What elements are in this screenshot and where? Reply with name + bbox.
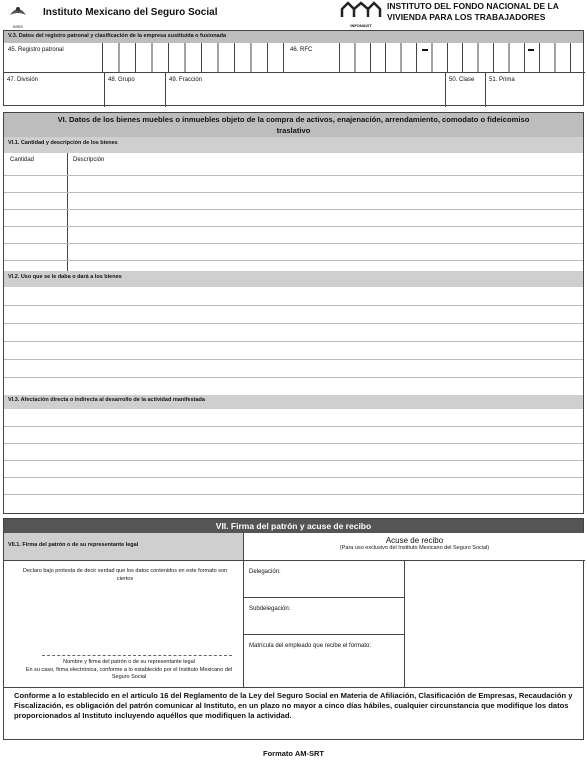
acuse-header <box>244 533 585 561</box>
acuse-recibo-box <box>244 533 585 687</box>
section-vii <box>3 518 584 740</box>
subsection-vi1-title: VI.1. Cantidad y descripción de los bienes <box>4 137 583 153</box>
registro-patronal-field[interactable]: 45. Registro patronal <box>4 43 284 73</box>
col-cantidad-header: Cantidad <box>10 157 35 163</box>
rfc-field[interactable]: 46. RFC <box>284 43 585 73</box>
subsection-vi3-title: VI.3. Afectación directa o indirecta al desarrollo de la actividad manifestada <box>4 395 583 409</box>
subdelegacion-field[interactable]: Subdelegación: <box>244 598 405 635</box>
declaration-text: Declaro bajo protesta de decir verdad que los datos contenidos en este formato son ciertos <box>22 568 228 582</box>
section-v3-title: V.3. Datos del registro patronal y clasificación de la empresa sustituida o fusionada <box>4 31 583 43</box>
grupo-field[interactable]: 48. Grupo <box>105 73 166 107</box>
subsection-vii1-title: VII.1. Firma del patrón o de su representante legal <box>4 533 243 561</box>
infonavit-title: INSTITUTO DEL FONDO NACIONAL DE LA VIVIENDA PARA LOS TRABAJADORES <box>387 1 559 22</box>
signature-label: Nombre y firma del patrón o de su representante legal <box>63 659 195 665</box>
delegacion-field[interactable]: Delegación: <box>244 561 405 598</box>
uso-bienes-area[interactable] <box>4 287 583 395</box>
section-vi-title: VI. Datos de los bienes muebles o inmuebles objeto de la compra de activos, enajenación, arrendamiento, comodato o fideicomiso traslativo <box>4 113 583 137</box>
firma-patron-box <box>4 533 244 687</box>
afectacion-area[interactable] <box>4 409 583 515</box>
signature-line[interactable] <box>42 655 232 656</box>
section-v3 <box>3 30 584 106</box>
electronic-signature-note: En su caso, firma electrónica, conforme a lo establecido por el Instituto Mexicano del Seguro Social <box>25 667 233 680</box>
section-vi <box>3 112 584 514</box>
imss-logo: IMSS <box>8 3 28 25</box>
infonavit-logo: INFONAVIT <box>340 1 382 23</box>
houses-icon <box>340 1 382 18</box>
legal-note: Conforme a lo establecido en el artículo 16 del Reglamento de la Ley del Seguro Social en Materia de Afiliación, Clasificación de Empresas, Recaudación y Fiscalización, es obligación del patrón comunicar al Instituto, en un plazo no mayor a cinco días hábiles, cualquier circunstancia que modifique los datos proporcionados al Instituto incluyendo aquéllos que modifiquen la actividad. <box>4 687 583 741</box>
form-code-footer: Formato AM-SRT <box>263 749 324 758</box>
rfc-dash <box>422 49 428 51</box>
imss-title: Instituto Mexicano del Seguro Social <box>43 7 218 18</box>
subsection-vi2-title: VI.2. Uso que se le daba o dará a los bienes <box>4 271 583 287</box>
fraccion-field[interactable]: 49. Fracción <box>166 73 446 107</box>
prima-field[interactable]: 51. Prima <box>489 77 515 83</box>
rfc-dash <box>528 49 534 51</box>
matricula-field[interactable]: Matrícula del empleado que recibe el formato: <box>244 635 405 687</box>
eagle-icon <box>8 3 28 19</box>
acuse-subtitle: (Para uso exclusivo del Instituto Mexicano del Seguro Social) <box>339 545 490 551</box>
acuse-title: Acuse de recibo <box>385 536 444 545</box>
col-descripcion-header: Descripción <box>73 157 105 163</box>
sello-recepcion-area[interactable] <box>405 561 585 687</box>
bienes-table[interactable] <box>4 153 583 271</box>
clase-field[interactable]: 50. Clase <box>446 73 486 107</box>
section-vii-title: VII. Firma del patrón y acuse de recibo <box>4 519 583 533</box>
division-field[interactable]: 47. División <box>4 73 105 107</box>
